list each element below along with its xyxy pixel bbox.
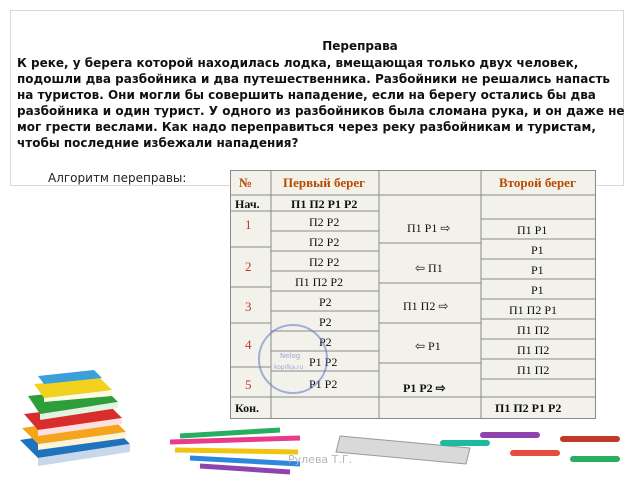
algorithm-label: Алгоритм переправы: [48, 171, 187, 185]
step-2: 2 [245, 259, 252, 274]
cell-s2-first-a: П2 Р2 [309, 255, 340, 269]
cell-s2-first-b: П1 П2 Р2 [295, 275, 344, 289]
start-label: Нач. [235, 197, 260, 211]
cell-s4-first-b: Р1 Р2 [309, 355, 338, 369]
cell-s4-second-b: П1 П2 [517, 343, 550, 357]
cell-s1-boat: П1 Р1 ⇨ [407, 221, 451, 235]
stamp-line-2: kopilka.ru [274, 364, 304, 371]
cell-s2-boat: ⇦ П1 [415, 261, 443, 275]
book-stack-icon [20, 370, 130, 466]
end-second-bank: П1 П2 Р1 Р2 [495, 401, 562, 415]
pencils-icon [170, 430, 300, 472]
stamp-line-1: Nelog [280, 352, 301, 360]
start-first-bank: П1 П2 Р1 Р2 [291, 197, 358, 211]
cell-s5-first: Р1 Р2 [309, 377, 338, 391]
end-label: Кон. [235, 401, 260, 415]
cell-s2-second-b: Р1 [531, 263, 544, 277]
cell-s1-first-a: П2 Р2 [309, 215, 340, 229]
problem-text: К реке, у берега которой находилась лодка, вмещающая только двух человек, подошли два разбойника и два путешественника. Разбойники не решались напасть на туристов. Они могли бы совершить нападение, если на берегу остались бы два разбойника и один турист. У одного из разбойников была сломана рука, и он даже не мог грести веслами. Как надо переправиться через реку разбойникам и туристам, чтобы последние избежали нападения? [17, 56, 625, 150]
cell-s2-second-a: Р1 [531, 243, 544, 257]
step-1: 1 [245, 217, 252, 232]
cell-s3-boat: П1 П2 ⇨ [403, 299, 449, 313]
cell-s4-first-a: Р2 [319, 335, 332, 349]
cell-s3-first-b: Р2 [319, 315, 332, 329]
step-4: 4 [245, 337, 252, 352]
slide-title: Переправа [322, 39, 398, 53]
cell-s3-second-b: П1 П2 Р1 [509, 303, 558, 317]
header-second-bank: Второй берег [499, 175, 576, 190]
cell-s3-first-a: Р2 [319, 295, 332, 309]
cell-s4-boat: ⇦ Р1 [415, 339, 441, 353]
header-number: № [239, 175, 253, 190]
cell-s4-second-a: П1 П2 [517, 323, 550, 337]
author-footer: Рулева Т.Г. [288, 453, 353, 466]
header-first-bank: Первый берег [283, 175, 366, 190]
step-5: 5 [245, 377, 252, 392]
cell-s3-second-a: Р1 [531, 283, 544, 297]
cell-s1-first-b: П2 Р2 [309, 235, 340, 249]
cell-s1-second: П1 Р1 [517, 223, 548, 237]
cell-s5-boat: Р1 Р2 ⇨ [403, 381, 446, 395]
cell-s5-second: П1 П2 [517, 363, 550, 377]
step-3: 3 [245, 299, 252, 314]
